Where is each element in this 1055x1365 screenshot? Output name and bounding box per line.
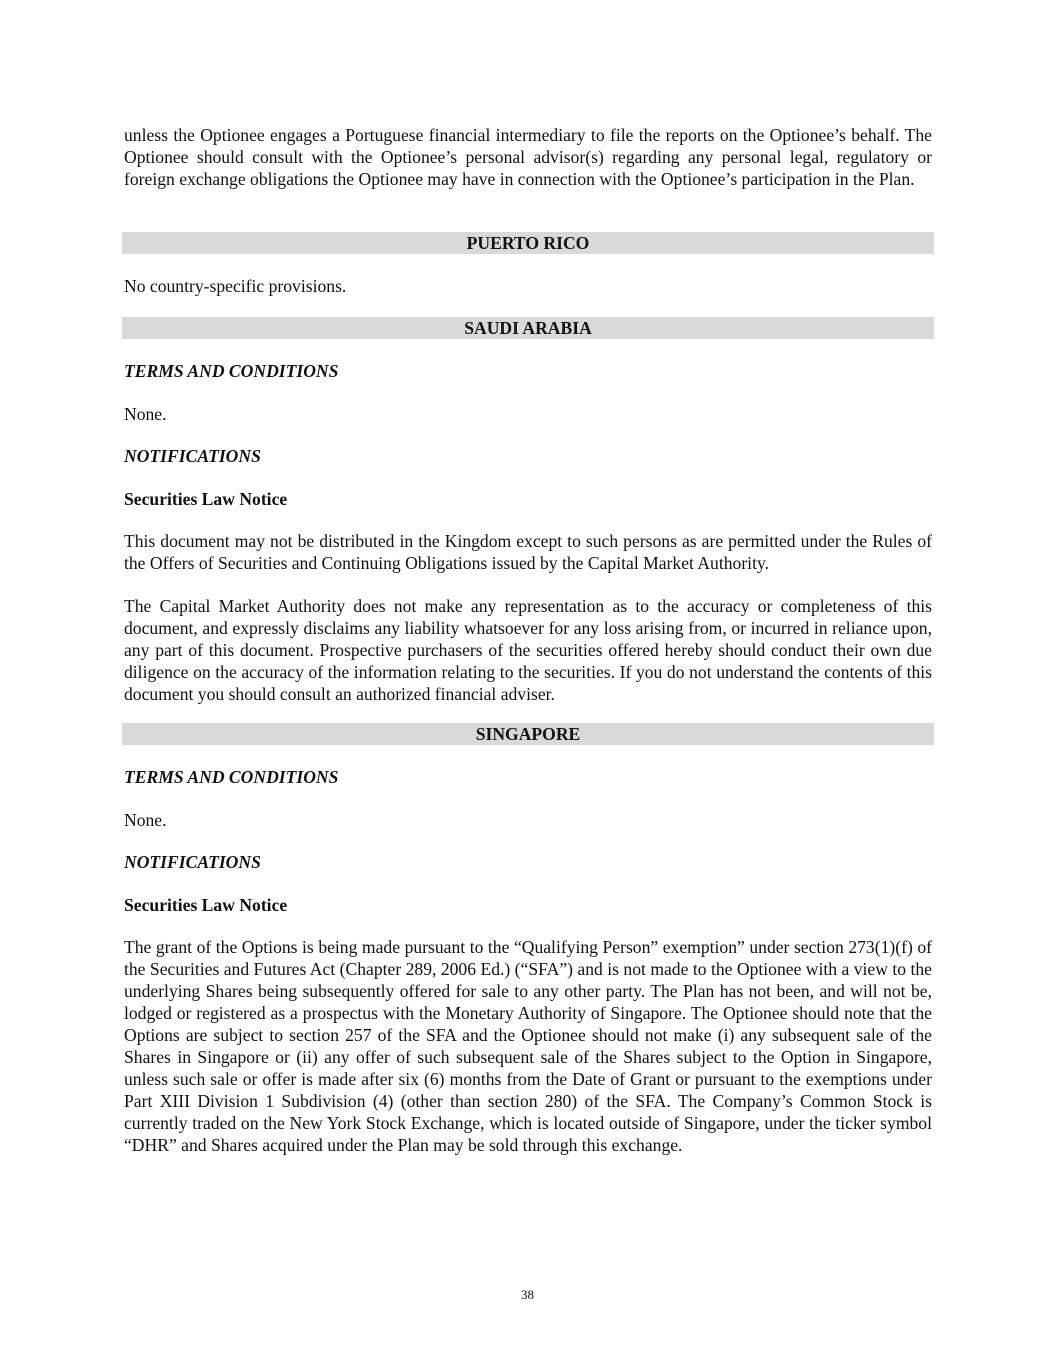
singapore-notifications-heading: NOTIFICATIONS (124, 852, 261, 872)
singapore-paragraph-1-text: The grant of the Options is being made pursuant to the “Qualifying Person” exemption” under section 273(1)(f) of the Securities and Futures Act (Chapter 289, 2006 Ed.) (“SFA”) and is not made to the Optionee with a view to the underlying Shares being subsequently offered for sale to any other party. The Plan has not been, and will not be, lodged or registered as a prospectus with the Monetary Authority of Singapore. The Optionee should note that the Options are subject to section 257 of the SFA and the Optionee should not make (i) any subsequent sale of the Shares in Singapore or (ii) any offer of such subsequent sale of the Shares subject to the Option in Singapore, unless such sale or offer is made after six (6) months from the Date of Grant or pursuant to the exemptions under Part XIII Division 1 Subdivision (4) (other than section 280) of the SFA. The Company’s Common Stock is currently traded on the New York Stock Exchange, which is located outside of Singapore, under the ticker symbol “DHR” and Shares acquired under the Plan may be sold through this exchange. (124, 937, 932, 1155)
intro-paragraph (124, 124, 932, 190)
section-heading-singapore: SINGAPORE (122, 723, 934, 745)
intro-text: unless the Optionee engages a Portuguese financial intermediary to file the reports on the Optionee’s behalf. The Optionee should consult with the Optionee’s personal advisor(s) regarding any personal legal, regulatory or foreign exchange obligations the Optionee may have in connection with the Optionee’s participation in the Plan. (124, 125, 932, 189)
singapore-terms-heading: TERMS AND CONDITIONS (124, 767, 339, 787)
section-heading-saudi-arabia: SAUDI ARABIA (122, 317, 934, 339)
page-number: 38 (521, 1287, 534, 1302)
singapore-terms-text: None. (124, 810, 167, 830)
singapore-notice-heading: Securities Law Notice (124, 895, 288, 915)
saudi-paragraph-1 (124, 530, 932, 574)
saudi-paragraph-1-text: This document may not be distributed in the Kingdom except to such persons as are permitted under the Rules of the Offers of Securities and Continuing Obligations issued by the Capital Market Authority. (124, 531, 932, 573)
saudi-terms-heading: TERMS AND CONDITIONS (124, 361, 339, 381)
puerto-rico-text: No country-specific provisions. (124, 276, 347, 296)
saudi-terms-text: None. (124, 404, 167, 424)
singapore-paragraph-1 (124, 936, 932, 1156)
saudi-paragraph-2 (124, 595, 932, 705)
saudi-notice-heading: Securities Law Notice (124, 489, 288, 509)
saudi-paragraph-2-text: The Capital Market Authority does not make any representation as to the accuracy or completeness of this document, and expressly disclaims any liability whatsoever for any loss arising from, or incurred in reliance upon, any part of this document. Prospective purchasers of the securities offered hereby should conduct their own due diligence on the accuracy of the information relating to the securities. If you do not understand the contents of this document you should consult an authorized financial adviser. (124, 596, 932, 704)
saudi-notifications-heading: NOTIFICATIONS (124, 446, 261, 466)
section-heading-puerto-rico: PUERTO RICO (122, 232, 934, 254)
